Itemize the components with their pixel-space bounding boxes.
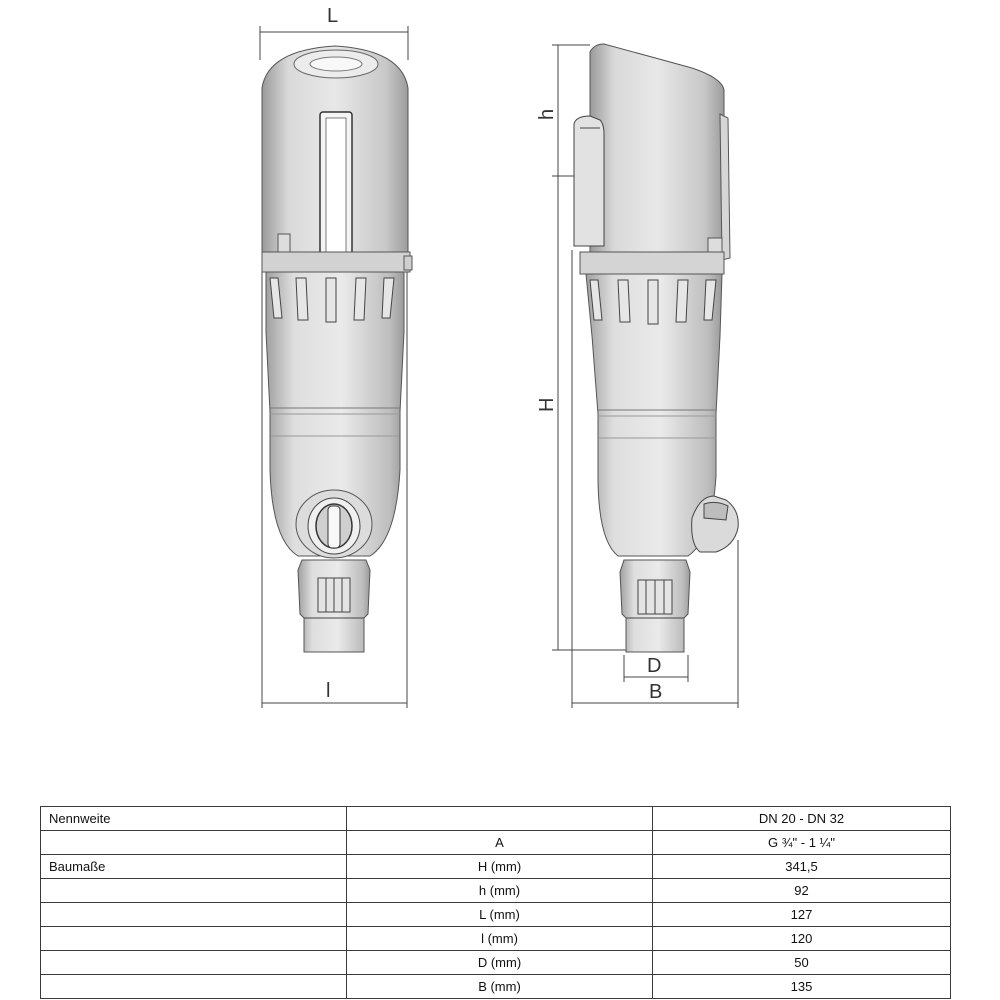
specification-table <box>40 806 951 999</box>
table-cell: l (mm) <box>347 927 653 951</box>
drain-valve-side <box>692 496 739 552</box>
front-view <box>260 26 412 708</box>
table-cell: 92 <box>653 879 951 903</box>
table-cell: 127 <box>653 903 951 927</box>
table-cell: A <box>347 831 653 855</box>
table-cell: H (mm) <box>347 855 653 879</box>
table-cell <box>41 975 347 999</box>
table-cell <box>41 951 347 975</box>
table-cell: 50 <box>653 951 951 975</box>
table-cell: 120 <box>653 927 951 951</box>
table-row <box>41 927 951 951</box>
dim-label-l: l <box>326 680 331 702</box>
table-cell: G ¾" - 1 ¼" <box>653 831 951 855</box>
dim-label-B: B <box>649 681 663 703</box>
dim-label-L: L <box>327 5 339 27</box>
table-row <box>41 951 951 975</box>
table-cell: D (mm) <box>347 951 653 975</box>
dim-label-H: H <box>536 397 558 412</box>
table-cell: L (mm) <box>347 903 653 927</box>
table-row <box>41 831 951 855</box>
table-cell: B (mm) <box>347 975 653 999</box>
table-cell <box>41 927 347 951</box>
table-cell <box>41 879 347 903</box>
dim-label-D: D <box>647 655 662 677</box>
side-handle <box>574 116 604 246</box>
side-cap <box>590 44 724 252</box>
drain-valve-front <box>296 490 372 558</box>
table-row <box>41 975 951 999</box>
dim-label-h: h <box>536 108 558 120</box>
table-row <box>41 903 951 927</box>
table-cell: 135 <box>653 975 951 999</box>
side-view <box>552 44 738 708</box>
table-cell: Baumaße <box>41 855 347 879</box>
table-row <box>41 807 951 831</box>
table-cell: DN 20 - DN 32 <box>653 807 951 831</box>
table-cell <box>41 831 347 855</box>
filter-collar <box>262 252 410 272</box>
cap-clip <box>278 234 290 252</box>
table-cell <box>41 903 347 927</box>
table-row <box>41 879 951 903</box>
table-cell: Nennweite <box>41 807 347 831</box>
table-cell <box>347 807 653 831</box>
side-collar <box>580 252 724 274</box>
table-cell: 341,5 <box>653 855 951 879</box>
table-row <box>41 855 951 879</box>
table-cell: h (mm) <box>347 879 653 903</box>
